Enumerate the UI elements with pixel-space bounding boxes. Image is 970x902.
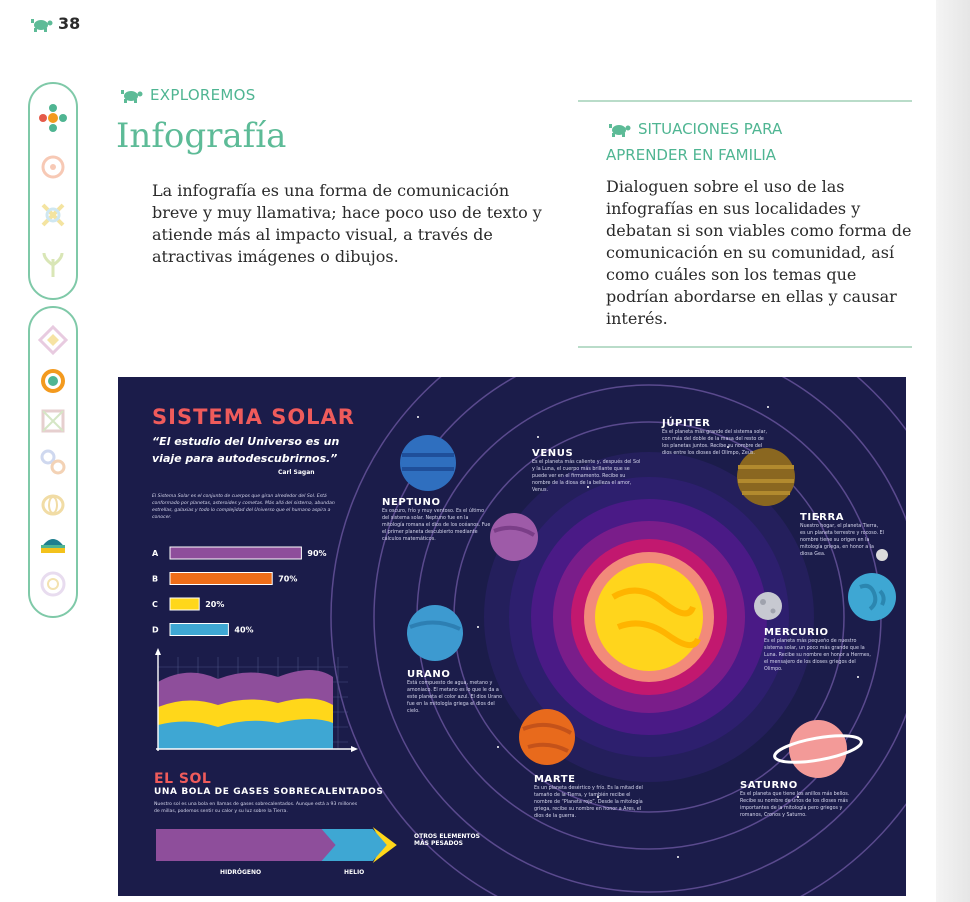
planet-neptuno-graphic <box>400 435 456 491</box>
planet-jupiter <box>662 418 772 457</box>
lotus-pattern-icon <box>36 486 70 520</box>
planet-urano-name: URANO <box>407 669 451 680</box>
quote-author: Carl Sagan <box>278 469 315 476</box>
planet-tierra-desc: Nuestro hogar, el planeta Tierra, es un planeta terrestre y rocoso. El nombre tiene su origen en la mitología griega, en honor a la diosa Gea. <box>800 524 884 557</box>
knot-pattern-icon <box>36 198 70 232</box>
planet-saturno-name: SATURNO <box>740 780 798 791</box>
bar-value-label: 70% <box>278 574 298 584</box>
bar-category-label: C <box>152 600 158 609</box>
planet-tierra-name: TIERRA <box>800 512 845 523</box>
planet-neptuno <box>382 497 492 543</box>
planet-marte-name: MARTE <box>534 774 576 785</box>
area-chart <box>155 648 358 752</box>
plant-pattern-icon <box>36 247 70 281</box>
composition-label-hydrogen: HIDRÓGENO <box>220 869 262 876</box>
circle-pattern-icon <box>36 567 70 601</box>
family-paragraph: Dialoguen sobre el uso de las infografías en sus localidades y debatan si son viables como forma de comunicación en su comunidad, así como cuáles son los temas que podrían abordarse en ellas y causar interés. <box>606 177 912 328</box>
planet-neptuno-name: NEPTUNO <box>382 497 441 508</box>
composition-label-other: OTROS ELEMENTOS MÁS PESADOS <box>414 833 480 847</box>
planet-tierra-graphic <box>848 549 896 621</box>
composition-label-helium: HELIO <box>344 869 365 876</box>
bar-value-label: 90% <box>307 549 327 558</box>
infographic-quote: “El estudio del Universo es un viaje para autodescubrirnos.” <box>152 435 340 465</box>
planet-venus-name: VENUS <box>532 448 574 459</box>
planet-mercurio <box>764 627 874 673</box>
page-number <box>28 14 80 33</box>
intro-paragraph: La infografía es una forma de comunicación breve y muy llamativa; hace poco uso de texto y atiende más al impacto visual, a través de atractivas imágenes o dibujos. <box>152 181 542 266</box>
planet-tierra <box>800 512 884 558</box>
planet-saturno <box>740 780 850 819</box>
planet-saturno-graphic <box>773 720 863 778</box>
page-number-text: 38 <box>58 14 81 33</box>
planet-saturno-desc: Es el planeta que tiene los anillos más bellos. Recibe su nombre de unos de los dioses más importantes de la mitología pero griegos y romanos, Cronos y Saturno. <box>740 792 850 818</box>
hill-icon <box>36 526 70 560</box>
planet-mercurio-name: MERCURIO <box>764 627 829 638</box>
explore-kicker <box>118 86 256 104</box>
planet-mercurio-graphic <box>754 592 782 620</box>
solar-system-infographic <box>118 377 906 896</box>
planet-urano <box>407 669 503 715</box>
bar-category-label: B <box>152 574 159 584</box>
turtle-icon <box>118 87 144 103</box>
explore-kicker-label: EXPLOREMOS <box>150 86 256 104</box>
planet-marte-desc: Es un planeta desértico y frío. Es la mitad del tamaño de la Tierra, y también recibe el nombre de “Planeta rojo”. Desde la mitología griega, recibe su nombre en honor a Ares, el dios de la guerra. <box>534 786 643 819</box>
planet-neptuno-desc: Es oscuro, frío y muy ventoso. Es el último del sistema solar. Neptuno fue en la mitología romana el dios de los océanos. Fue el primer planeta descubierto mediante cálculos matemáticos. <box>382 509 491 542</box>
planet-urano-desc: Está compuesto de agua, metano y amoniaco. El metano es lo que le da a este planeta el color azul. El dios Urano fue en la mitología griega el dios del cielo. <box>407 681 503 714</box>
planet-marte <box>534 774 644 820</box>
planet-urano-graphic <box>407 605 463 661</box>
family-kicker <box>606 116 782 168</box>
planet-venus-desc: Es el planeta más caliente y, después del Sol y la Luna, el cuerpo más brillante que se puede ver en el firmamento. Recibe su nombre de la diosa de la belleza el amor, Venus. <box>532 460 641 493</box>
sun-description: Nuestro sol es una bola en llamas de gases sobrecalentados. Aunque está a 93 millones de millas, podemos sentir su calor y su luz sobre la Tierra. <box>154 802 358 814</box>
chain-pattern-icon <box>36 445 70 479</box>
composition-hydrogen-segment <box>156 829 336 861</box>
bar-d <box>170 624 228 636</box>
family-kicker-line1: SITUACIONES PARA <box>638 120 783 138</box>
planet-marte-graphic <box>519 709 575 765</box>
bar-category-label: A <box>152 549 159 558</box>
planet-jupiter-desc: Es el planeta más grande del sistema solar, con más del doble de la masa del resto de los planetas juntos. Recibe su nombre del dios entre los dioses del Olimpo, Zeus. <box>662 430 768 456</box>
side-rail-bottom <box>28 306 78 618</box>
bar-c <box>170 598 199 610</box>
bar-b <box>170 573 272 585</box>
flower-icon <box>36 101 70 135</box>
planet-venus-graphic <box>490 513 538 561</box>
sun-title: EL SOL <box>154 771 212 787</box>
sun-core <box>595 563 703 671</box>
turtle-icon <box>28 16 54 32</box>
sun-subtitle: UNA BOLA DE GASES SOBRECALENTADOS <box>154 787 384 797</box>
infographic-title: SISTEMA SOLAR <box>152 405 355 429</box>
bar-a <box>170 547 301 559</box>
bar-value-label: 20% <box>205 600 225 609</box>
square-pattern-icon <box>36 404 70 438</box>
family-section <box>578 100 912 348</box>
bar-chart <box>152 547 327 636</box>
infographic-description: El Sistema Solar es el conjunto de cuerpos que giran alrededor del Sol. Está conformado por planetas, asteroides y cometas. Más allá del sistema, abundan estrellas, galaxias y todo lo complejidad del Universo que el humano aspira a conocer. <box>152 494 335 520</box>
bar-value-label: 40% <box>234 625 254 635</box>
planet-jupiter-name: JÚPITER <box>662 418 711 429</box>
page-edge <box>936 0 970 902</box>
spiral-icon <box>36 364 70 398</box>
planet-venus <box>532 448 642 494</box>
bar-category-label: D <box>152 625 159 635</box>
side-rail-top <box>28 82 78 300</box>
sun-pattern-icon <box>36 150 70 184</box>
family-kicker-line2: APRENDER EN FAMILIA <box>606 146 777 164</box>
diamond-pattern-icon <box>36 323 70 357</box>
sun-composition-bar <box>156 827 397 863</box>
turtle-icon <box>606 121 632 137</box>
page-title: Infografía <box>116 116 287 156</box>
planet-mercurio-desc: Es el planeta más pequeño de nuestro sistema solar, un poco más grande que la Luna. Recibe su nombre en honor a Hermes, el mensajero de los dioses griegos del Olimpo. <box>764 639 871 672</box>
